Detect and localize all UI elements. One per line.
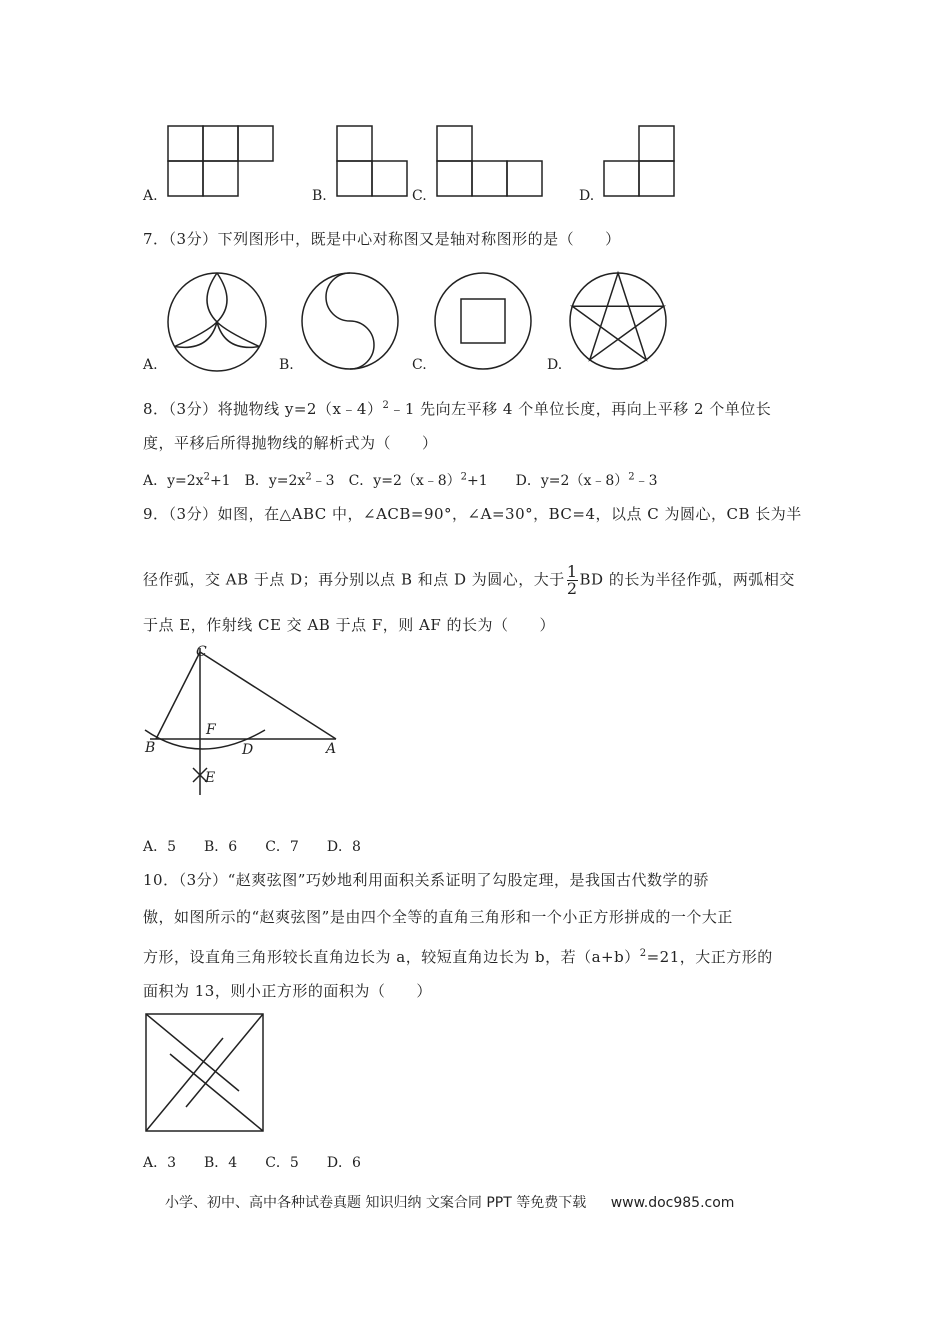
- q8-stem-line1: 8．（3分）将抛物线 y=2（x﹣4）$^2$﹣1 先向左平移 4 个单位长度，再向上平移 2 个单位长: [143, 400, 772, 418]
- q10-stem-line4: 面积为 13，则小正方形的面积为（ ）: [143, 982, 432, 1000]
- q9-stem-line2: 径作弧，交 AB 于点 D；再分别以点 B 和点 D 为圆心，大于 $\frac{1}{2}$ BD 的长为半径作弧，两弧相交: [143, 562, 795, 598]
- q7-option-c-label: C.: [412, 357, 427, 373]
- q7-figure-a-three-arcs-circle: [167, 272, 271, 376]
- q9-stem-line1: 9．（3分）如图，在△ABC 中，∠ACB=90°，∠A=30°，BC=4，以点 C 为圆心，CB 长为半: [143, 505, 802, 523]
- q9-stem-line3: 于点 E，作射线 CE 交 AB 于点 F，则 AF 的长为（ ）: [143, 616, 556, 634]
- q6-figure-a: [168, 126, 278, 198]
- q6-option-d-label: D.: [579, 188, 595, 204]
- q7-option-a-label: A.: [143, 357, 158, 373]
- q7-figure-d-pentagram: [569, 272, 669, 372]
- label-c: C: [196, 644, 207, 660]
- label-f: F: [206, 722, 216, 738]
- fraction-numerator: 1: [566, 562, 578, 581]
- q9-triangle-figure: [140, 640, 350, 800]
- q7-figure-c-circle-square: [434, 272, 534, 372]
- label-a: A: [326, 741, 337, 757]
- q6-option-b-label: B.: [312, 188, 327, 204]
- label-b: B: [145, 740, 156, 756]
- footer-site-link[interactable]: www.doc985.com: [610, 1195, 735, 1211]
- label-d: D: [242, 742, 254, 758]
- q8-stem-line2: 度，平移后所得抛物线的解析式为（ ）: [143, 434, 438, 452]
- q6-figure-b: [337, 126, 412, 198]
- q9-options: A．5 B．6 C．7 D．8: [143, 839, 361, 855]
- q10-stem-line3: 方形，设直角三角形较长直角边长为 a，较短直角边长为 b，若$(a+b)^2=21$，大正方形的: [143, 948, 773, 966]
- q10-zhaoshuang-figure: [145, 1013, 265, 1133]
- q10-options: A．3 B．4 C．5 D．6: [143, 1155, 361, 1171]
- q6-option-c-label: C.: [412, 188, 427, 204]
- footer-text: 小学、初中、高中各种试卷真题 知识归纳 文案合同 PPT 等免费下载: [165, 1195, 587, 1211]
- q6-option-a-label: A.: [143, 188, 158, 204]
- q8-options: A．$y=2x^2+1$ B．$y=2x^2﹣3$ C．y=2（x﹣8）$^2$+1 D．y=2（x﹣8）$^2$﹣3: [143, 471, 658, 489]
- label-e: E: [205, 770, 216, 786]
- q10-stem-line1: 10．（3分）“赵爽弦图”巧妙地利用面积关系证明了勾股定理，是我国古代数学的骄: [143, 871, 709, 889]
- q10-stem-line2: 傲，如图所示的“赵爽弦图”是由四个全等的直角三角形和一个小正方形拼成的一个大正: [143, 908, 733, 926]
- q7-figure-b-taiji: [301, 272, 401, 372]
- q6-figure-c: [437, 126, 547, 198]
- fraction-denominator: 2: [566, 579, 578, 598]
- q7-stem: 7．（3分）下列图形中，既是中心对称图又是轴对称图形的是（ ）: [143, 230, 621, 248]
- q7-option-d-label: D.: [547, 357, 563, 373]
- footer: [165, 1192, 734, 1212]
- q6-figure-d: [604, 126, 679, 198]
- q7-option-b-label: B.: [279, 357, 294, 373]
